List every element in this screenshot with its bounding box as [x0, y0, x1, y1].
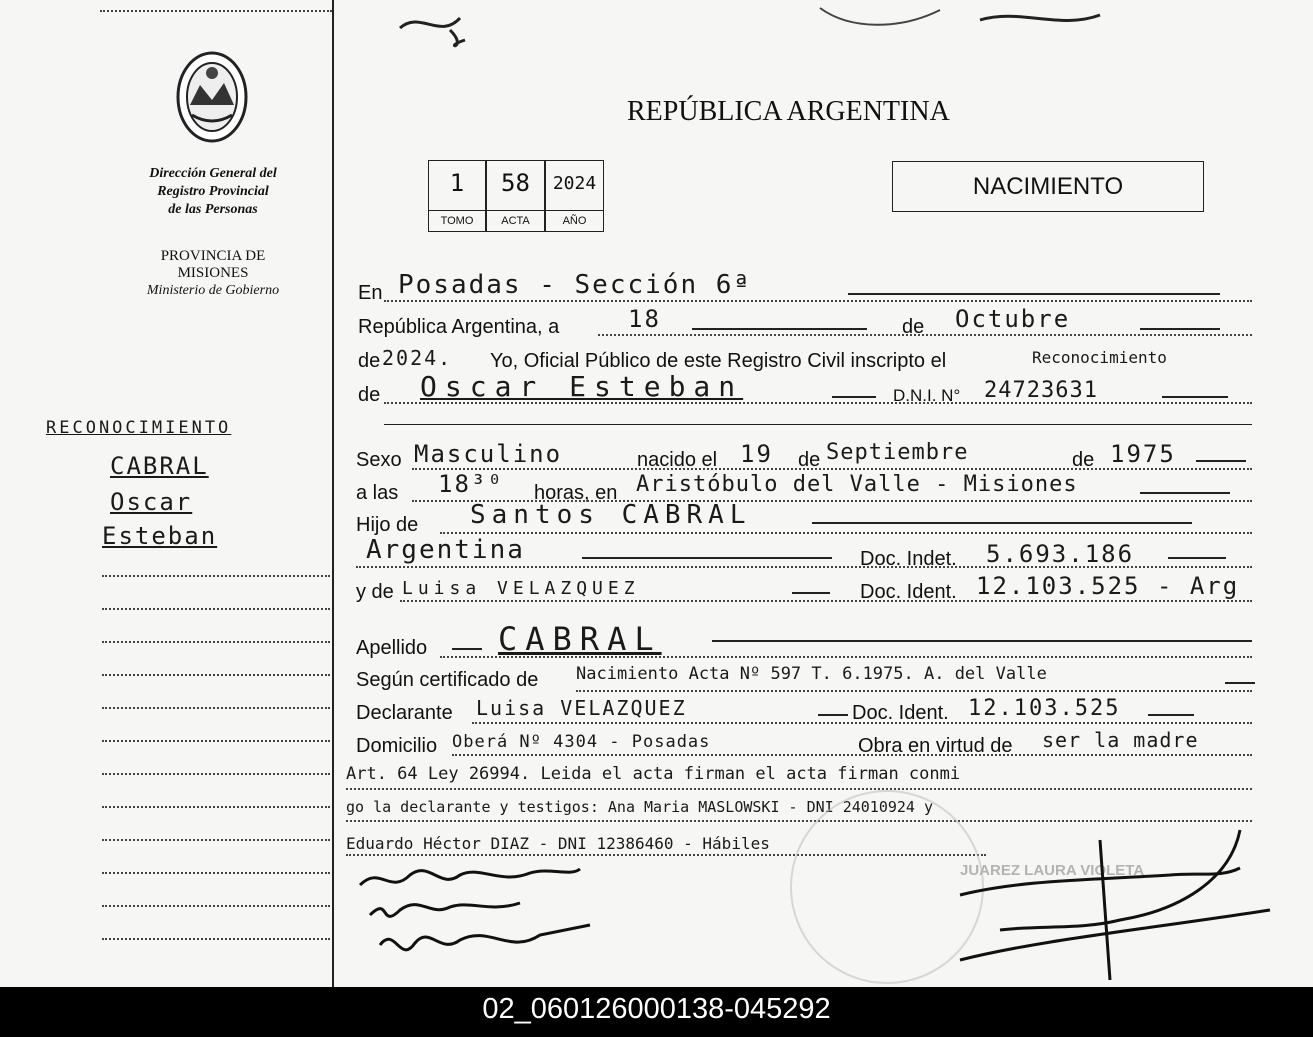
mother-doc-value: 12.103.525 - Arg [976, 572, 1240, 600]
apellido-value: CABRAL [498, 620, 662, 658]
margin-divider [332, 0, 334, 987]
margin-note-surname: CABRAL [110, 452, 209, 480]
declarante-value: Luisa VELAZQUEZ [476, 696, 687, 720]
de3-label: de [798, 449, 821, 471]
scan-id-footer: 02_060126000138-045292 [0, 987, 1313, 1037]
year-value: 2024. [382, 346, 453, 370]
province-block: PROVINCIA DE MISIONES Ministerio de Gobierno [146, 248, 280, 298]
en-label: En [358, 282, 383, 304]
apellido-label: Apellido [356, 637, 428, 659]
de-label: de [902, 316, 925, 338]
acta-box: 58 ACTA [486, 160, 545, 232]
father-doc-value: 5.693.186 [986, 540, 1135, 568]
certificado-value: Nacimiento Acta Nº 597 T. 6.1975. A. del Valle [576, 664, 1047, 684]
birth-place-value: Aristóbulo del Valle - Misiones [636, 472, 1078, 497]
doc-ident2-label: Doc. Ident. [852, 702, 949, 724]
birth-year-value: 1975 [1110, 440, 1176, 468]
obra-value: ser la madre [1042, 728, 1199, 752]
observation-line-1: Art. 64 Ley 26994. Leida el acta firman el acta firman conmi [346, 764, 961, 784]
horas-label: horas, en [534, 482, 618, 504]
nacido-label: nacido el [637, 449, 718, 471]
sexo-label: Sexo [356, 449, 402, 471]
anio-box: 2024 AÑO [545, 160, 604, 232]
de2-label: de [358, 384, 381, 406]
birth-month-value: Septiembre [826, 440, 969, 465]
alas-label: a las [356, 482, 399, 504]
registry-name: Dirección General del Registro Provincial de las Personas [149, 166, 277, 217]
year-prefix: de [358, 350, 381, 372]
hijo-label: Hijo de [356, 514, 419, 536]
margin-note-name2: Esteban [102, 522, 218, 550]
day-value: 18 [628, 305, 661, 333]
country-title: REPÚBLICA ARGENTINA [627, 96, 950, 127]
dni-value: 24723631 [984, 378, 1098, 403]
officer-signature [940, 820, 1280, 987]
birth-day-value: 19 [740, 440, 773, 468]
segun-label: Según certificado de [356, 669, 539, 691]
witness-signatures [340, 855, 620, 980]
republica-label: República Argentina, a [358, 316, 560, 338]
doc-indet-label: Doc. Indet. [860, 548, 957, 570]
coat-of-arms-seal [170, 45, 255, 150]
tomo-box: 1 TOMO [428, 160, 486, 232]
mother-value: Luisa VELAZQUEZ [402, 578, 640, 599]
sexo-value: Masculino [414, 440, 563, 468]
dni-label: D.N.I. N° [893, 386, 961, 405]
hour-value: 18³⁰ [438, 470, 504, 498]
declarante-label: Declarante [356, 702, 453, 724]
father-value: Santos CABRAL [470, 500, 752, 530]
person-name-value: Oscar Esteban [420, 370, 744, 403]
act-type-value: Reconocimiento [1032, 348, 1167, 367]
officer-text: Yo, Oficial Público de este Registro Civil inscripto el [490, 350, 947, 372]
margin-note-name1: Oscar [110, 488, 193, 516]
en-value: Posadas - Sección 6ª [398, 270, 752, 300]
observation-line-3: Eduardo Héctor DIAZ - DNI 12386460 - Hábiles [346, 834, 770, 853]
father-nationality: Argentina [366, 535, 525, 565]
month-value: Octubre [955, 305, 1071, 333]
domicilio-value: Oberá Nº 4304 - Posadas [452, 732, 711, 752]
obra-label: Obra en virtud de [858, 735, 1013, 757]
observation-line-2: go la declarante y testigos: Ana Maria MASLOWSKI - DNI 24010924 y [346, 798, 933, 816]
yde-label: y de [356, 581, 394, 603]
declarante-doc-value: 12.103.525 [968, 696, 1121, 721]
left-dotted-line [100, 10, 332, 12]
document-type-box: NACIMIENTO [892, 161, 1204, 212]
doc-ident-label: Doc. Ident. [860, 581, 957, 603]
margin-note-title: RECONOCIMIENTO [46, 418, 232, 438]
top-signature-remnant [380, 0, 1140, 50]
de4-label: de [1072, 449, 1095, 471]
stamp-text: JUAREZ LAURA VIOLETA [960, 862, 1145, 879]
domicilio-label: Domicilio [356, 735, 438, 757]
